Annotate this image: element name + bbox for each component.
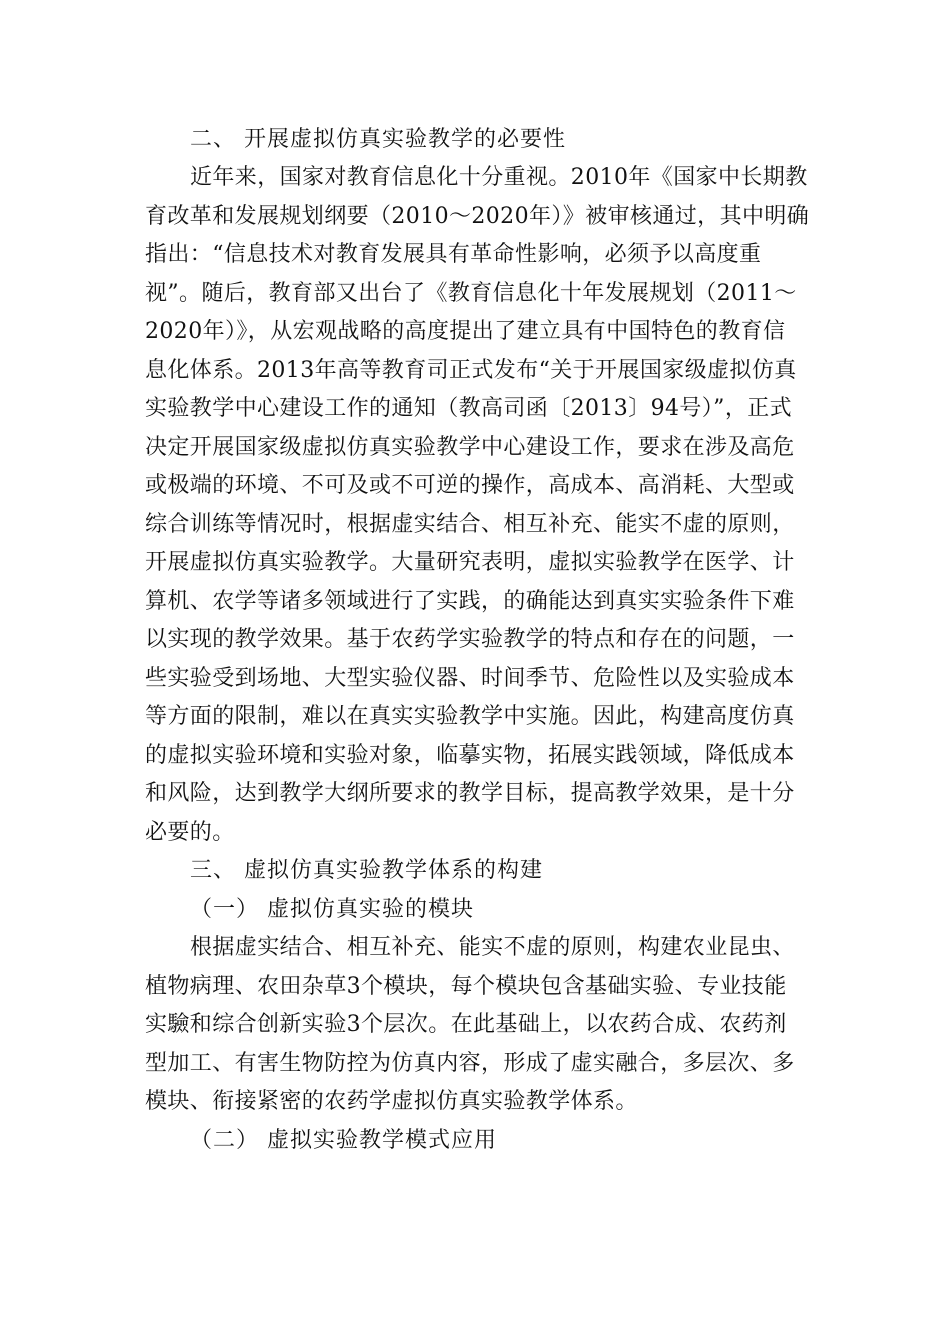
paragraph-line: 指出：“信息技术对教育发展具有革命性影响，必须予以高度重 [145,242,762,267]
paragraph-line: 模块、衔接紧密的农药学虚拟仿真实验教学体系。 [145,1089,638,1114]
section-2-heading: 二、 开展虚拟仿真实验教学的必要性 [190,127,566,152]
paragraph-line: 育改革和发展规划纲要（2010～2020年）》被审核通过，其中明确 [145,204,810,229]
paragraph-line: 视”。随后，教育部又出台了《教育信息化十年发展规划（2011～ [145,281,797,306]
paragraph-line: 2020年）》，从宏观战略的高度提出了建立具有中国特色的教育信 [145,319,786,344]
paragraph-line: 或极端的环境、不可及或不可逆的操作，高成本、高消耗、大型或 [145,473,795,498]
paragraph-line: 的虚拟实验环境和实验对象，临摹实物，拓展实践领域，降低成本 [145,743,795,768]
paragraph-line: 些实验受到场地、大型实验仪器、时间季节、危险性以及实验成本 [145,666,795,691]
paragraph-line: 算机、农学等诸多领域进行了实践，的确能达到真实实验条件下难 [145,589,795,614]
subsection-2-heading: （二） 虚拟实验教学模式应用 [190,1128,497,1153]
paragraph-line: 实验教学中心建设工作的通知（教高司函〔2013〕94号）”，正式 [145,396,793,421]
paragraph-line: 近年来，国家对教育信息化十分重视。2010年《国家中长期教 [190,165,808,190]
paragraph-line: 开展虚拟仿真实验教学。大量研究表明，虚拟实验教学在医学、计 [145,550,795,575]
paragraph-line: 实驗和综合创新实验3个层次。在此基础上，以农药合成、农药剂 [145,1012,787,1037]
paragraph-line: 型加工、有害生物防控为仿真内容，形成了虚实融合，多层次、多 [145,1051,795,1076]
subsection-1-heading: （一） 虚拟仿真实验的模块 [190,897,474,922]
paragraph-line: 息化体系。2013年高等教育司正式发布“关于开展国家级虚拟仿真 [145,358,797,383]
paragraph-line: 以实现的教学效果。基于农药学实验教学的特点和存在的问题，一 [145,627,795,652]
paragraph-line: 等方面的限制，难以在真实实验教学中实施。因此，构建高度仿真 [145,704,795,729]
paragraph-line: 决定开展国家级虚拟仿真实验教学中心建设工作，要求在涉及高危 [145,435,795,460]
paragraph-line: 植物病理、农田杂草3个模块，每个模块包含基础实验、专业技能 [145,974,787,999]
paragraph-line: 和风险，达到教学大纲所要求的教学目标，提高教学效果，是十分 [145,781,795,806]
section-3-heading: 三、 虚拟仿真实验教学体系的构建 [190,858,543,883]
paragraph-line: 综合训练等情况时，根据虚实结合、相互补充、能实不虚的原则， [145,512,795,537]
paragraph-line: 根据虚实结合、相互补充、能实不虚的原则，构建农业昆虫、 [190,935,795,960]
paragraph-line: 必要的。 [145,820,235,845]
